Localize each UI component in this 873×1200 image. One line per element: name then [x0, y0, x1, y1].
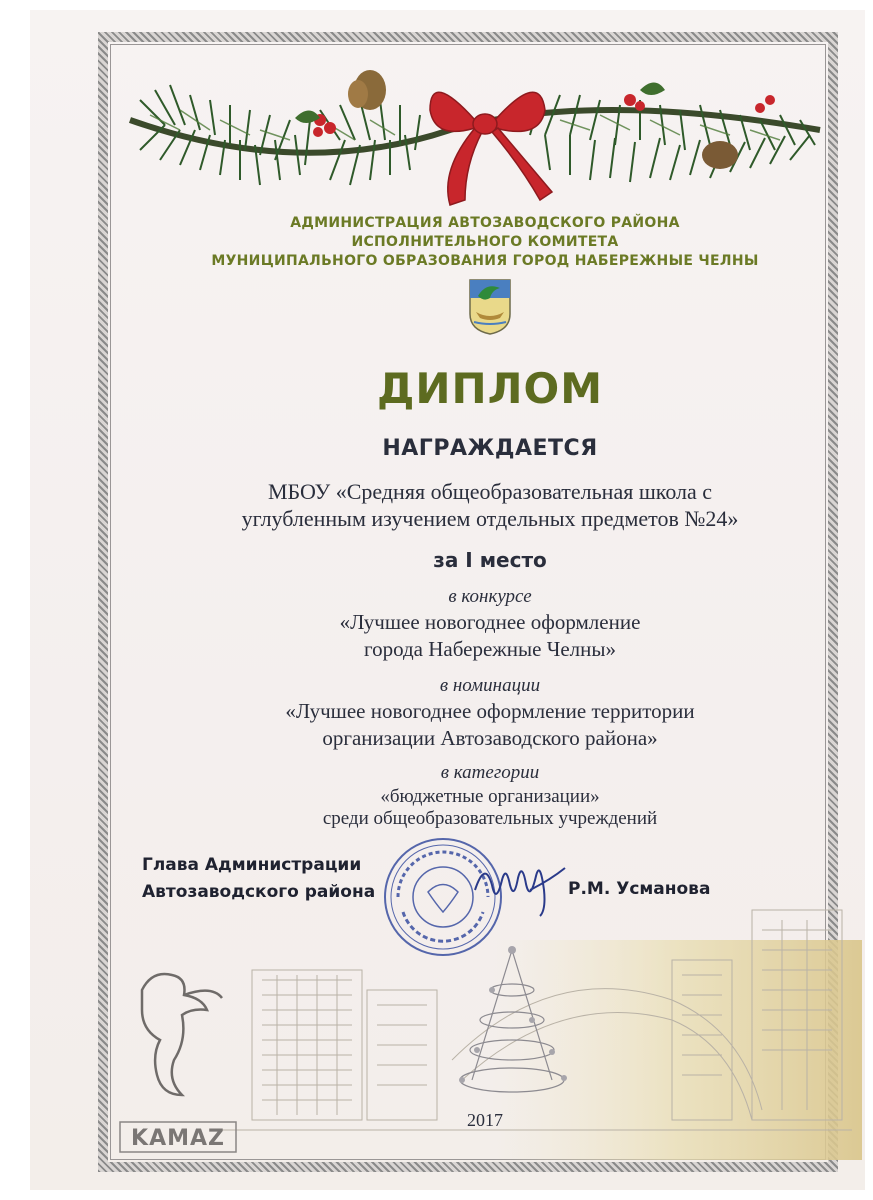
- recipient-line: углубленным изучением отдельных предметов №24»: [241, 506, 739, 531]
- handwritten-signature: [470, 850, 570, 920]
- year: 2017: [467, 1110, 503, 1130]
- city-crest-icon: [466, 276, 514, 336]
- contest-intro: в конкурсе: [448, 586, 532, 607]
- header-line: АДМИНИСТРАЦИЯ АВТОЗАВОДСКОГО РАЙОНА: [290, 215, 680, 231]
- nomination-name-line: «Лучшее новогоднее оформление территории: [285, 699, 695, 723]
- signatory-name: Р.М. Усманова: [568, 879, 711, 899]
- place-award: за I место: [433, 548, 547, 572]
- category-intro: в категории: [440, 762, 540, 783]
- contest-name-line: «Лучшее новогоднее оформление: [339, 610, 641, 634]
- nomination-intro: в номинации: [439, 675, 541, 696]
- awarded-heading: НАГРАЖДАЕТСЯ: [382, 436, 598, 461]
- category-name-line: «бюджетные организации»: [380, 786, 600, 807]
- signatory-title-line: Автозаводского района: [142, 882, 376, 902]
- christmas-garland-illustration: [120, 60, 840, 210]
- contest-name-line: города Набережные Челны»: [364, 637, 616, 661]
- header-line: МУНИЦИПАЛЬНОГО ОБРАЗОВАНИЯ ГОРОД НАБЕРЕЖНЫЕ ЧЕЛНЫ: [211, 253, 759, 269]
- nomination-name-line: организации Автозаводского района»: [322, 726, 658, 750]
- document-title: ДИПЛОМ: [376, 364, 604, 413]
- recipient-line: МБОУ «Средняя общеобразовательная школа с: [267, 479, 713, 504]
- signatory-title-line: Глава Администрации: [142, 855, 362, 875]
- recipient: [140, 478, 840, 532]
- category-name-line: среди общеобразовательных учреждений: [322, 808, 658, 829]
- kamaz-logo-text: KAMAZ: [131, 1126, 225, 1151]
- issuer-header: [140, 214, 830, 271]
- signatory-title: [142, 852, 375, 906]
- header-line: ИСПОЛНИТЕЛЬНОГО КОМИТЕТА: [351, 234, 619, 250]
